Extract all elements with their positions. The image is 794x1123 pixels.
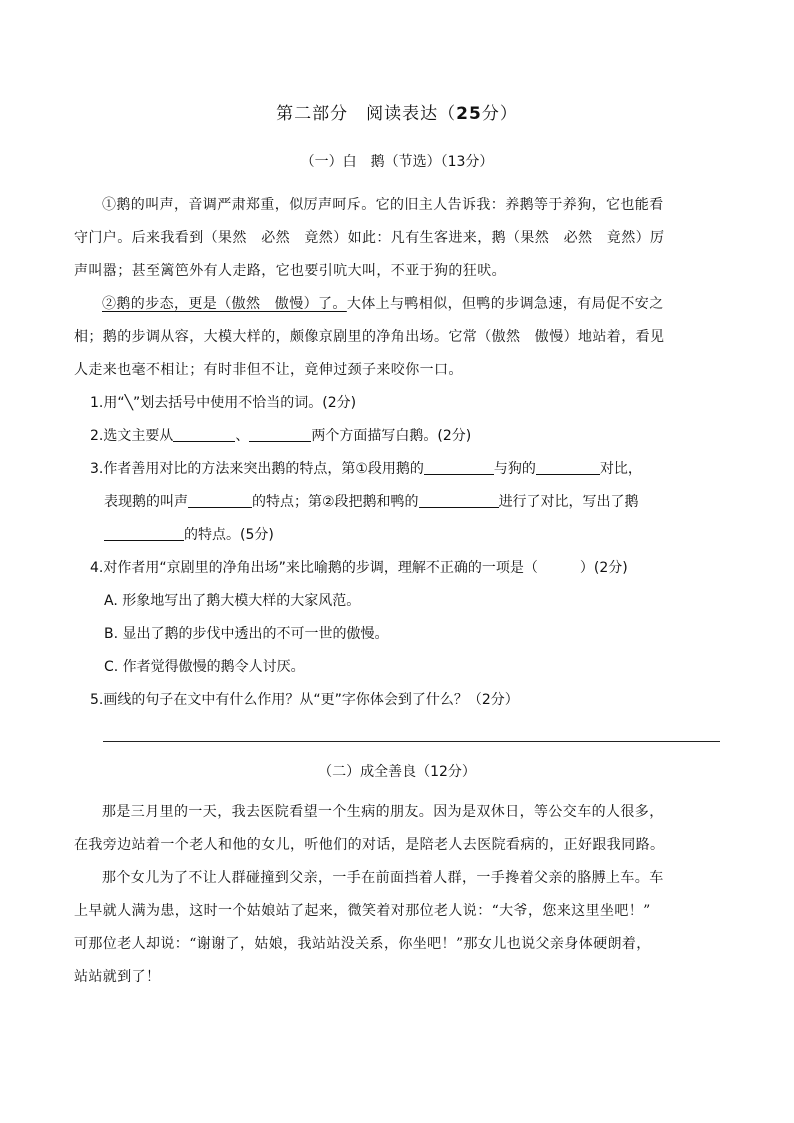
option-a: A. 形象地写出了鹅大模大样的大家风范。 xyxy=(104,593,361,609)
answer-blank[interactable] xyxy=(424,458,494,475)
question-5: 5.画线的句子在文中有什么作用？从“更”字你体会到了什么？（2分） xyxy=(90,692,519,708)
question-3 xyxy=(90,453,730,486)
passage-text: 大体上与鸭相似，但鸭的步调急速，有局促不安之 xyxy=(346,296,664,312)
title-score: 25 xyxy=(456,104,482,124)
passage-line: 在我旁边站着一个老人和他的女儿，听他们的对话，是陪老人去医院看病的，正好跟我同路。 xyxy=(74,837,665,853)
passage-line: 相；鹅的步调从容，大模大样的，颇像京剧里的净角出场。它常（傲然 傲慢）地站着，看见 xyxy=(74,329,665,345)
question-text: 的特点；第②段把鹅和鸭的 xyxy=(252,494,419,510)
question-3-cont xyxy=(90,486,730,519)
section-divider xyxy=(103,741,720,742)
section1-heading: （一）白 鹅（节选）（13分） xyxy=(300,154,494,170)
option-c: C. 作者觉得傲慢的鹅令人讨厌。 xyxy=(104,659,305,675)
answer-blank[interactable] xyxy=(419,491,499,508)
passage-line: 站站就到了！ xyxy=(74,969,161,985)
passage-line: 可那位老人却说：“谢谢了，姑娘，我站站没关系，你坐吧！”那女儿也说父亲身体硬朗着， xyxy=(74,936,651,952)
question-4: 4.对作者用“京剧里的净角出场”来比喻鹅的步调，理解不正确的一项是（ ）(2分) xyxy=(90,560,628,576)
answer-blank[interactable] xyxy=(188,491,252,508)
question-text: 进行了对比，写出了鹅 xyxy=(498,494,639,510)
question-1: 1.用“╲”划去括号中使用不恰当的词。(2分) xyxy=(90,395,357,411)
question-text: 对比， xyxy=(599,461,642,477)
section2-passage xyxy=(74,796,724,994)
passage-line xyxy=(74,288,724,321)
answer-blank[interactable] xyxy=(104,524,184,541)
passage-line: 那是三月里的一天，我去医院看望一个生病的朋友。因为是双休日，等公交车的人很多， xyxy=(102,804,664,820)
question-2 xyxy=(90,420,730,453)
section1-passage xyxy=(74,189,724,387)
passage-line: 上早就人满为患，这时一个姑娘站了起来，微笑着对那位老人说：“大爷，您来这里坐吧！” xyxy=(74,903,651,919)
passage-line: 守门户。后来我看到（果然 必然 竟然）如此：凡有生客进来，鹅（果然 必然 竟然）厉 xyxy=(74,230,665,246)
question-3-end xyxy=(90,519,730,552)
question-text: 2.选文主要从 xyxy=(90,428,174,444)
question-text: 与狗的 xyxy=(493,461,536,477)
title-tail: 分） xyxy=(481,104,518,124)
question-text: 3.作者善用对比的方法来突出鹅的特点，第①段用鹅的 xyxy=(90,461,424,477)
underlined-sentence: ②鹅的步态，更是（傲然 傲慢）了。 xyxy=(102,296,347,312)
passage-line: 人走来也毫不相让；有时非但不让，竟伸过颈子来咬你一口。 xyxy=(74,362,463,378)
question-text: 表现鹅的叫声 xyxy=(104,494,188,510)
title-text: 第二部分 阅读表达（ xyxy=(276,104,457,124)
question-list xyxy=(90,387,730,717)
passage-line: ①鹅的叫声，音调严肃郑重，似厉声呵斥。它的旧主人告诉我：养鹅等于养狗，它也能看 xyxy=(102,197,664,213)
section2-heading: （二）成全善良（12分） xyxy=(318,764,476,780)
passage-line: 那个女儿为了不让人群碰撞到父亲，一手在前面挡着人群，一手搀着父亲的胳膊上车。车 xyxy=(102,870,664,886)
passage-line: 声叫嚣；甚至篱笆外有人走路，它也要引吭大叫，不亚于狗的狂吠。 xyxy=(74,263,506,279)
question-text: 、 xyxy=(235,428,250,444)
question-text: 两个方面描写白鹅。(2分) xyxy=(311,428,472,444)
answer-blank[interactable] xyxy=(173,425,235,442)
page-title xyxy=(0,99,794,124)
answer-blank[interactable] xyxy=(249,425,311,442)
option-b: B. 显出了鹅的步伐中透出的不可一世的傲慢。 xyxy=(104,626,389,642)
question-text: 的特点。(5分) xyxy=(184,527,274,543)
answer-blank[interactable] xyxy=(536,458,600,475)
